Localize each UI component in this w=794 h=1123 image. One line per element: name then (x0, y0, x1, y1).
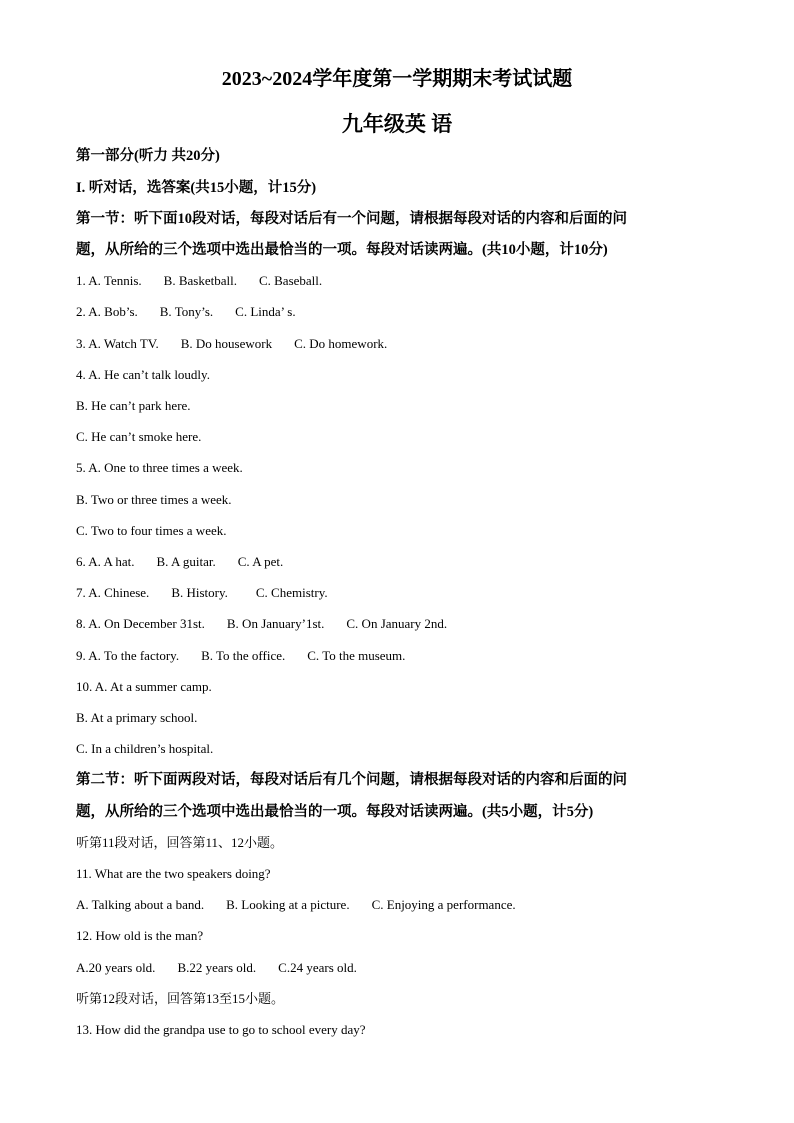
question-11: 11. What are the two speakers doing? (76, 866, 271, 881)
question-13: 13. How did the grandpa use to go to school every day? (76, 1022, 366, 1037)
option-c: C. Enjoying a performance. (371, 897, 516, 912)
dialog-12-instruction: 听第12段对话，回答第13至15小题。 (76, 991, 285, 1006)
dialog-11-instruction: 听第11段对话，回答第11、12小题。 (76, 835, 284, 850)
question-12-options (76, 959, 357, 977)
option-a: 6. A. A hat. (76, 554, 135, 569)
question-2 (76, 303, 296, 321)
option-b: B. Basketball. (163, 273, 237, 288)
option-b: B. Tony’s. (159, 304, 214, 319)
option-a: 8. A. On December 31st. (76, 616, 205, 631)
option-c: C. A pet. (237, 554, 284, 569)
question-10-option-a: 10. A. At a summer camp. (76, 679, 212, 694)
question-10-option-b: B. At a primary school. (76, 710, 198, 725)
option-a: 9. A. To the factory. (76, 648, 180, 663)
question-3 (76, 335, 387, 353)
sub2-instruction-line2: 题，从所给的三个选项中选出最恰当的一项。每段对话读两遍。(共5小题，计5分) (76, 804, 594, 820)
question-7 (76, 584, 328, 602)
option-b: B.22 years old. (177, 960, 257, 975)
question-10-option-c: C. In a children’s hospital. (76, 741, 214, 756)
part1-heading: 第一部分(听力 共20分) (76, 148, 220, 164)
option-a: 7. A. Chinese. (76, 585, 150, 600)
option-c: C.24 years old. (278, 960, 357, 975)
option-c: C. Baseball. (258, 273, 323, 288)
exam-subtitle: 九年级英 语 (341, 112, 453, 136)
option-a: A.20 years old. (76, 960, 156, 975)
question-9 (76, 647, 405, 665)
question-5-option-b: B. Two or three times a week. (76, 492, 232, 507)
option-c: C. Linda’ s. (235, 304, 296, 319)
question-6 (76, 553, 283, 571)
question-8 (76, 615, 447, 633)
sub1-instruction-line1: 第一节：听下面10段对话，每段对话后有一个问题，请根据每段对话的内容和后面的问 (76, 211, 627, 227)
exam-title: 2023~2024学年度第一学期期末考试试题 (221, 68, 573, 90)
option-b: B. History. (171, 585, 228, 600)
question-1 (76, 272, 322, 290)
option-a: 2. A. Bob’s. (76, 304, 138, 319)
question-4-option-b: B. He can’t park here. (76, 398, 191, 413)
option-b: B. Do housework (180, 336, 273, 351)
question-5-option-a: 5. A. One to three times a week. (76, 460, 243, 475)
question-12: 12. How old is the man? (76, 928, 204, 943)
option-c: C. Chemistry. (255, 585, 328, 600)
question-5-option-c: C. Two to four times a week. (76, 523, 227, 538)
option-c: C. To the museum. (307, 648, 406, 663)
option-a: 1. A. Tennis. (76, 273, 142, 288)
sub1-instruction-line2: 题，从所给的三个选项中选出最恰当的一项。每段对话读两遍。(共10小题，计10分) (76, 242, 608, 258)
option-b: B. A guitar. (156, 554, 216, 569)
question-4-option-c: C. He can’t smoke here. (76, 429, 202, 444)
question-11-options (76, 896, 516, 914)
option-c: C. Do homework. (294, 336, 388, 351)
option-c: C. On January 2nd. (346, 616, 448, 631)
option-b: B. To the office. (201, 648, 286, 663)
option-a: 3. A. Watch TV. (76, 336, 159, 351)
question-4-option-a: 4. A. He can’t talk loudly. (76, 367, 210, 382)
sub2-instruction-line1: 第二节：听下面两段对话，每段对话后有几个问题，请根据每段对话的内容和后面的问 (76, 772, 627, 788)
section1-heading: I. 听对话，选答案(共15小题，计15分) (76, 180, 317, 196)
option-a: A. Talking about a band. (76, 897, 205, 912)
option-b: B. Looking at a picture. (226, 897, 350, 912)
option-b: B. On January’1st. (226, 616, 325, 631)
